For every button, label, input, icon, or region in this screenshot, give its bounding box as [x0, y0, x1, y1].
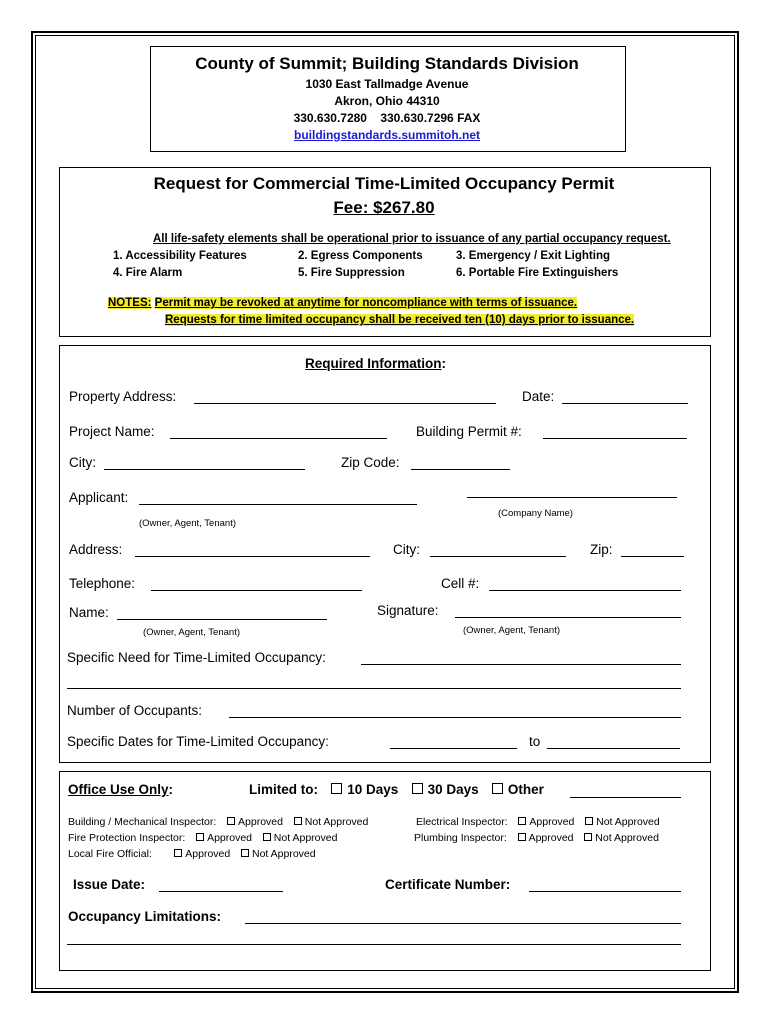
certificate-number-label: Certificate Number: — [385, 877, 511, 892]
company-name-note: (Company Name) — [498, 508, 573, 519]
street-address: 1030 East Tallmadge Avenue — [305, 77, 469, 91]
signature-label: Signature: — [377, 603, 439, 618]
building-approved: Approved — [238, 816, 283, 828]
fire-not-approved: Not Approved — [273, 832, 338, 844]
date-field[interactable] — [562, 403, 688, 404]
local-approved: Approved — [185, 848, 231, 860]
electrical-approved-checkbox[interactable] — [518, 817, 526, 825]
signature-field[interactable] — [455, 617, 681, 618]
local-not-approved-checkbox[interactable] — [241, 849, 249, 857]
building-mech-label: Building / Mechanical Inspector: — [68, 816, 217, 828]
office-use-box — [59, 771, 711, 971]
notes-line-1 — [108, 297, 577, 309]
city-label: City: — [69, 455, 96, 470]
city2-label: City: — [393, 542, 420, 557]
city-address: Akron, Ohio 44310 — [334, 94, 440, 108]
applicant-label: Applicant: — [69, 490, 129, 505]
note-2: Requests for time limited occupancy shall be received ten (10) days prior to issuance. — [165, 314, 635, 326]
address-label: Address: — [69, 542, 123, 557]
opt-30-days: 30 Days — [427, 782, 479, 797]
fire-protection-row — [68, 832, 337, 844]
notes-line-2 — [165, 314, 634, 326]
telephone-field[interactable] — [151, 590, 362, 591]
plumbing-approved-checkbox[interactable] — [518, 833, 526, 841]
specific-dates-label: Specific Dates for Time-Limited Occupancy: — [67, 734, 329, 749]
required-heading-colon: : — [441, 356, 447, 371]
fire-approved: Approved — [207, 832, 253, 844]
permit-title: Request for Commercial Time-Limited Occupancy Permit — [153, 174, 615, 193]
building-permit-field[interactable] — [543, 438, 687, 439]
life-safety-statement: All life-safety elements shall be operational prior to issuance of any partial occupancy request. — [153, 233, 671, 245]
electrical-not-approved-checkbox[interactable] — [585, 817, 593, 825]
checkbox-other[interactable] — [492, 783, 503, 794]
plumbing-not-approved: Not Approved — [595, 832, 659, 844]
local-not-approved: Not Approved — [251, 848, 316, 860]
building-permit-label: Building Permit #: — [416, 424, 522, 439]
zip-code-label: Zip Code: — [341, 455, 400, 470]
local-fire-row — [68, 848, 316, 860]
name-field[interactable] — [117, 619, 327, 620]
plumbing-approved: Approved — [528, 832, 574, 844]
phone-fax — [150, 111, 624, 125]
project-name-field[interactable] — [170, 438, 387, 439]
name-owner-note: (Owner, Agent, Tenant) — [143, 627, 240, 638]
occupancy-limitations-field[interactable] — [245, 923, 681, 924]
element-1: 1. Accessibility Features — [113, 250, 247, 262]
fire-approved-checkbox[interactable] — [196, 833, 204, 841]
local-approved-checkbox[interactable] — [174, 849, 182, 857]
property-address-field[interactable] — [194, 403, 496, 404]
signature-owner-note: (Owner, Agent, Tenant) — [463, 625, 560, 636]
element-4: 4. Fire Alarm — [113, 267, 183, 279]
date-from-field[interactable] — [390, 748, 517, 749]
plumbing-not-approved-checkbox[interactable] — [584, 833, 592, 841]
other-field[interactable] — [570, 797, 681, 798]
property-address-label: Property Address: — [69, 389, 177, 404]
occupancy-limitations-field-2[interactable] — [67, 944, 681, 945]
certificate-number-field[interactable] — [529, 891, 681, 892]
address-field[interactable] — [135, 556, 370, 557]
zip-field[interactable] — [621, 556, 684, 557]
element-6: 6. Portable Fire Extinguishers — [456, 267, 619, 279]
required-heading-text: Required Information — [305, 356, 442, 371]
building-not-approved: Not Approved — [304, 816, 369, 828]
building-not-approved-checkbox[interactable] — [294, 817, 302, 825]
checkbox-30-days[interactable] — [412, 783, 423, 794]
name-label: Name: — [69, 605, 109, 620]
building-mech-row — [68, 816, 368, 828]
electrical-not-approved: Not Approved — [596, 816, 660, 828]
office-use-colon: : — [168, 782, 174, 797]
electrical-row — [416, 816, 660, 828]
project-name-label: Project Name: — [69, 424, 155, 439]
plumbing-label: Plumbing Inspector: — [414, 832, 507, 844]
specific-need-label: Specific Need for Time-Limited Occupancy: — [67, 650, 326, 665]
plumbing-row — [414, 832, 659, 844]
issue-date-label: Issue Date: — [73, 877, 146, 892]
applicant-owner-note: (Owner, Agent, Tenant) — [139, 518, 236, 529]
city-field[interactable] — [104, 469, 305, 470]
specific-need-field-2[interactable] — [67, 688, 681, 689]
num-occupants-label: Number of Occupants: — [67, 703, 203, 718]
element-3: 3. Emergency / Exit Lighting — [456, 250, 611, 262]
local-fire-label: Local Fire Official: — [68, 848, 152, 860]
required-info-box — [59, 345, 711, 763]
applicant-field[interactable] — [139, 504, 417, 505]
electrical-approved: Approved — [529, 816, 575, 828]
limited-to-row — [249, 782, 544, 797]
opt-other: Other — [507, 782, 544, 797]
zip-code-field[interactable] — [411, 469, 510, 470]
building-approved-checkbox[interactable] — [227, 817, 235, 825]
cell-label: Cell #: — [441, 576, 480, 591]
website-link[interactable]: buildingstandards.summitoh.net — [293, 128, 480, 142]
occupancy-limitations-label: Occupancy Limitations: — [68, 909, 222, 924]
org-title: County of Summit; Building Standards Division — [195, 54, 579, 73]
limited-to-label: Limited to: — [249, 782, 318, 797]
zip-label: Zip: — [590, 542, 613, 557]
office-use-text: Office Use Only — [68, 782, 169, 797]
required-heading — [305, 356, 446, 371]
fax: 330.630.7296 FAX — [380, 111, 481, 125]
permit-fee: Fee: $267.80 — [333, 198, 435, 217]
electrical-label: Electrical Inspector: — [416, 816, 508, 828]
fire-not-approved-checkbox[interactable] — [263, 833, 271, 841]
opt-10-days: 10 Days — [347, 782, 399, 797]
note-1: Permit may be revoked at anytime for noncompliance with terms of issuance. — [154, 297, 578, 309]
specific-need-field[interactable] — [361, 664, 681, 665]
city2-field[interactable] — [430, 556, 566, 557]
issue-date-field[interactable] — [159, 891, 283, 892]
telephone-label: Telephone: — [69, 576, 136, 591]
num-occupants-field[interactable] — [229, 717, 681, 718]
checkbox-10-days[interactable] — [331, 783, 342, 794]
notes-label: NOTES: — [108, 297, 152, 309]
phone: 330.630.7280 — [293, 111, 367, 125]
company-name-field[interactable] — [467, 497, 677, 498]
office-use-label — [68, 782, 173, 797]
date-to-field[interactable] — [547, 748, 680, 749]
element-5: 5. Fire Suppression — [298, 267, 405, 279]
date-label: Date: — [522, 389, 555, 404]
element-2: 2. Egress Components — [298, 250, 423, 262]
to-label: to — [529, 734, 541, 749]
fire-protection-label: Fire Protection Inspector: — [68, 832, 186, 844]
cell-field[interactable] — [489, 590, 681, 591]
